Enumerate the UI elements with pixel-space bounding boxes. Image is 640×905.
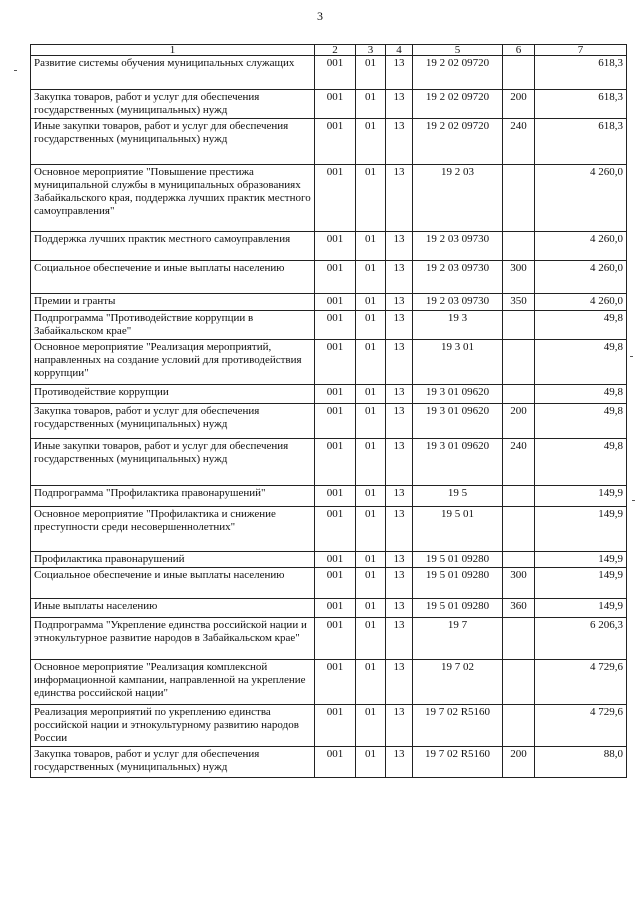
row-code-section: 01	[356, 90, 386, 119]
row-code-section: 01	[356, 232, 386, 261]
row-code-admin: 001	[315, 599, 356, 618]
row-amount: 149,9	[535, 486, 627, 507]
row-code-target: 19 3 01 09620	[413, 385, 503, 404]
row-name: Основное мероприятие "Реализация мероприятий, направленных на создание условий для противодействия коррупции"	[31, 340, 315, 385]
row-code-subsection: 13	[386, 119, 413, 165]
row-code-subsection: 13	[386, 56, 413, 90]
scan-mark	[632, 500, 635, 501]
row-amount: 49,8	[535, 439, 627, 486]
row-code-admin: 001	[315, 660, 356, 705]
row-code-subsection: 13	[386, 568, 413, 599]
table-row	[31, 56, 627, 90]
row-code-section: 01	[356, 486, 386, 507]
row-code-expense	[503, 340, 535, 385]
row-name: Основное мероприятие "Повышение престижа муниципальной службы в муниципальных образованиях Забайкальского края, поддержка лучших практик местного самоуправления"	[31, 165, 315, 232]
page-number: 3	[317, 9, 323, 23]
row-code-section: 01	[356, 56, 386, 90]
row-code-section: 01	[356, 165, 386, 232]
row-amount: 4 260,0	[535, 232, 627, 261]
row-amount: 149,9	[535, 599, 627, 618]
table-row	[31, 294, 627, 311]
row-code-subsection: 13	[386, 90, 413, 119]
row-code-target: 19 5 01 09280	[413, 552, 503, 568]
column-header: 2	[315, 45, 356, 56]
row-name: Развитие системы обучения муниципальных служащих	[31, 56, 315, 90]
budget-table	[30, 44, 627, 778]
row-amount: 149,9	[535, 552, 627, 568]
row-code-admin: 001	[315, 311, 356, 340]
row-code-admin: 001	[315, 294, 356, 311]
row-code-target: 19 5 01 09280	[413, 599, 503, 618]
row-code-expense: 300	[503, 261, 535, 294]
table-row	[31, 486, 627, 507]
row-name: Поддержка лучших практик местного самоуправления	[31, 232, 315, 261]
table-row	[31, 404, 627, 439]
row-code-subsection: 13	[386, 660, 413, 705]
table-row	[31, 340, 627, 385]
row-code-admin: 001	[315, 618, 356, 660]
row-name: Подпрограмма "Профилактика правонарушений"	[31, 486, 315, 507]
row-code-target: 19 7 02	[413, 660, 503, 705]
row-code-section: 01	[356, 660, 386, 705]
row-code-target: 19 7 02 R5160	[413, 747, 503, 778]
table-row	[31, 507, 627, 552]
table-row	[31, 552, 627, 568]
row-code-admin: 001	[315, 507, 356, 552]
row-amount: 88,0	[535, 747, 627, 778]
row-code-section: 01	[356, 294, 386, 311]
row-code-expense: 200	[503, 404, 535, 439]
row-name: Основное мероприятие "Профилактика и снижение преступности среди несовершеннолетних"	[31, 507, 315, 552]
row-name: Основное мероприятие "Реализация комплексной информационной кампании, направленной на укрепление единства российской нации"	[31, 660, 315, 705]
table-row	[31, 618, 627, 660]
row-name: Закупка товаров, работ и услуг для обеспечения государственных (муниципальных) нужд	[31, 90, 315, 119]
row-code-expense	[503, 660, 535, 705]
row-code-expense: 200	[503, 90, 535, 119]
row-amount: 49,8	[535, 404, 627, 439]
row-code-section: 01	[356, 119, 386, 165]
row-code-admin: 001	[315, 232, 356, 261]
row-name: Иные закупки товаров, работ и услуг для обеспечения государственных (муниципальных) нужд	[31, 119, 315, 165]
row-amount: 49,8	[535, 385, 627, 404]
row-code-subsection: 13	[386, 747, 413, 778]
row-amount: 4 729,6	[535, 660, 627, 705]
row-code-admin: 001	[315, 552, 356, 568]
column-header: 3	[356, 45, 386, 56]
row-code-expense	[503, 385, 535, 404]
column-header: 1	[31, 45, 315, 56]
table-row	[31, 599, 627, 618]
column-header: 5	[413, 45, 503, 56]
row-code-admin: 001	[315, 261, 356, 294]
row-code-admin: 001	[315, 747, 356, 778]
row-code-expense	[503, 618, 535, 660]
row-code-subsection: 13	[386, 261, 413, 294]
row-amount: 4 729,6	[535, 705, 627, 747]
row-code-target: 19 3 01	[413, 340, 503, 385]
row-code-subsection: 13	[386, 618, 413, 660]
table-row	[31, 232, 627, 261]
row-amount: 4 260,0	[535, 261, 627, 294]
row-code-expense: 240	[503, 119, 535, 165]
row-code-target: 19 3 01 09620	[413, 439, 503, 486]
row-code-target: 19 2 02 09720	[413, 119, 503, 165]
row-amount: 618,3	[535, 90, 627, 119]
row-code-target: 19 3	[413, 311, 503, 340]
row-code-subsection: 13	[386, 294, 413, 311]
header-row	[31, 45, 627, 56]
row-code-expense	[503, 705, 535, 747]
row-code-target: 19 5	[413, 486, 503, 507]
table-row	[31, 660, 627, 705]
row-name: Подпрограмма "Противодействие коррупции в Забайкальском крае"	[31, 311, 315, 340]
row-name: Иные закупки товаров, работ и услуг для обеспечения государственных (муниципальных) нужд	[31, 439, 315, 486]
row-code-target: 19 5 01	[413, 507, 503, 552]
row-code-target: 19 2 03 09730	[413, 294, 503, 311]
row-amount: 49,8	[535, 311, 627, 340]
row-amount: 6 206,3	[535, 618, 627, 660]
table-row	[31, 568, 627, 599]
table-row	[31, 165, 627, 232]
row-code-section: 01	[356, 311, 386, 340]
table-row	[31, 311, 627, 340]
scan-mark	[630, 356, 633, 357]
row-code-admin: 001	[315, 705, 356, 747]
row-code-expense: 350	[503, 294, 535, 311]
row-name: Подпрограмма "Укрепление единства российской нации и этнокультурное развитие народов в Забайкальском крае"	[31, 618, 315, 660]
row-name: Профилактика правонарушений	[31, 552, 315, 568]
row-amount: 618,3	[535, 56, 627, 90]
row-code-expense	[503, 165, 535, 232]
row-code-subsection: 13	[386, 552, 413, 568]
row-code-subsection: 13	[386, 165, 413, 232]
row-code-admin: 001	[315, 165, 356, 232]
scan-mark	[14, 70, 17, 71]
row-code-target: 19 2 03	[413, 165, 503, 232]
table-row	[31, 261, 627, 294]
row-code-expense	[503, 311, 535, 340]
row-code-target: 19 2 02 09720	[413, 90, 503, 119]
row-code-subsection: 13	[386, 599, 413, 618]
row-code-admin: 001	[315, 385, 356, 404]
row-code-target: 19 2 03 09730	[413, 261, 503, 294]
row-code-subsection: 13	[386, 385, 413, 404]
column-header: 7	[535, 45, 627, 56]
row-code-expense: 300	[503, 568, 535, 599]
row-code-expense	[503, 486, 535, 507]
table-row	[31, 90, 627, 119]
row-name: Иные выплаты населению	[31, 599, 315, 618]
table-row	[31, 705, 627, 747]
row-code-subsection: 13	[386, 311, 413, 340]
row-code-admin: 001	[315, 119, 356, 165]
row-code-admin: 001	[315, 56, 356, 90]
table-row	[31, 119, 627, 165]
row-code-expense	[503, 232, 535, 261]
row-code-section: 01	[356, 747, 386, 778]
row-amount: 149,9	[535, 507, 627, 552]
row-name: Реализация мероприятий по укреплению единства российской нации и этнокультурному развитию народов России	[31, 705, 315, 747]
row-code-expense: 360	[503, 599, 535, 618]
row-name: Социальное обеспечение и иные выплаты населению	[31, 261, 315, 294]
row-name: Премии и гранты	[31, 294, 315, 311]
row-code-target: 19 2 02 09720	[413, 56, 503, 90]
row-amount: 4 260,0	[535, 294, 627, 311]
row-amount: 618,3	[535, 119, 627, 165]
row-name: Закупка товаров, работ и услуг для обеспечения государственных (муниципальных) нужд	[31, 747, 315, 778]
row-code-subsection: 13	[386, 340, 413, 385]
row-code-admin: 001	[315, 404, 356, 439]
row-code-admin: 001	[315, 90, 356, 119]
row-code-subsection: 13	[386, 439, 413, 486]
row-name: Социальное обеспечение и иные выплаты населению	[31, 568, 315, 599]
row-code-section: 01	[356, 439, 386, 486]
row-code-admin: 001	[315, 340, 356, 385]
table-row	[31, 385, 627, 404]
row-code-admin: 001	[315, 486, 356, 507]
row-code-subsection: 13	[386, 507, 413, 552]
row-code-section: 01	[356, 340, 386, 385]
row-code-subsection: 13	[386, 486, 413, 507]
row-code-target: 19 7	[413, 618, 503, 660]
row-code-section: 01	[356, 552, 386, 568]
row-code-admin: 001	[315, 439, 356, 486]
row-amount: 149,9	[535, 568, 627, 599]
row-code-admin: 001	[315, 568, 356, 599]
row-amount: 49,8	[535, 340, 627, 385]
row-code-target: 19 3 01 09620	[413, 404, 503, 439]
row-code-target: 19 7 02 R5160	[413, 705, 503, 747]
row-code-expense: 240	[503, 439, 535, 486]
row-code-section: 01	[356, 261, 386, 294]
row-code-section: 01	[356, 618, 386, 660]
row-code-expense	[503, 507, 535, 552]
table-row	[31, 747, 627, 778]
column-header: 4	[386, 45, 413, 56]
row-code-expense	[503, 552, 535, 568]
column-header: 6	[503, 45, 535, 56]
table-row	[31, 439, 627, 486]
row-code-section: 01	[356, 599, 386, 618]
row-name: Закупка товаров, работ и услуг для обеспечения государственных (муниципальных) нужд	[31, 404, 315, 439]
row-code-expense: 200	[503, 747, 535, 778]
row-code-expense	[503, 56, 535, 90]
row-code-subsection: 13	[386, 232, 413, 261]
row-code-subsection: 13	[386, 705, 413, 747]
row-code-section: 01	[356, 507, 386, 552]
row-code-section: 01	[356, 404, 386, 439]
row-code-section: 01	[356, 705, 386, 747]
row-amount: 4 260,0	[535, 165, 627, 232]
row-code-target: 19 2 03 09730	[413, 232, 503, 261]
row-code-subsection: 13	[386, 404, 413, 439]
row-code-section: 01	[356, 385, 386, 404]
row-code-target: 19 5 01 09280	[413, 568, 503, 599]
row-name: Противодействие коррупции	[31, 385, 315, 404]
row-code-section: 01	[356, 568, 386, 599]
